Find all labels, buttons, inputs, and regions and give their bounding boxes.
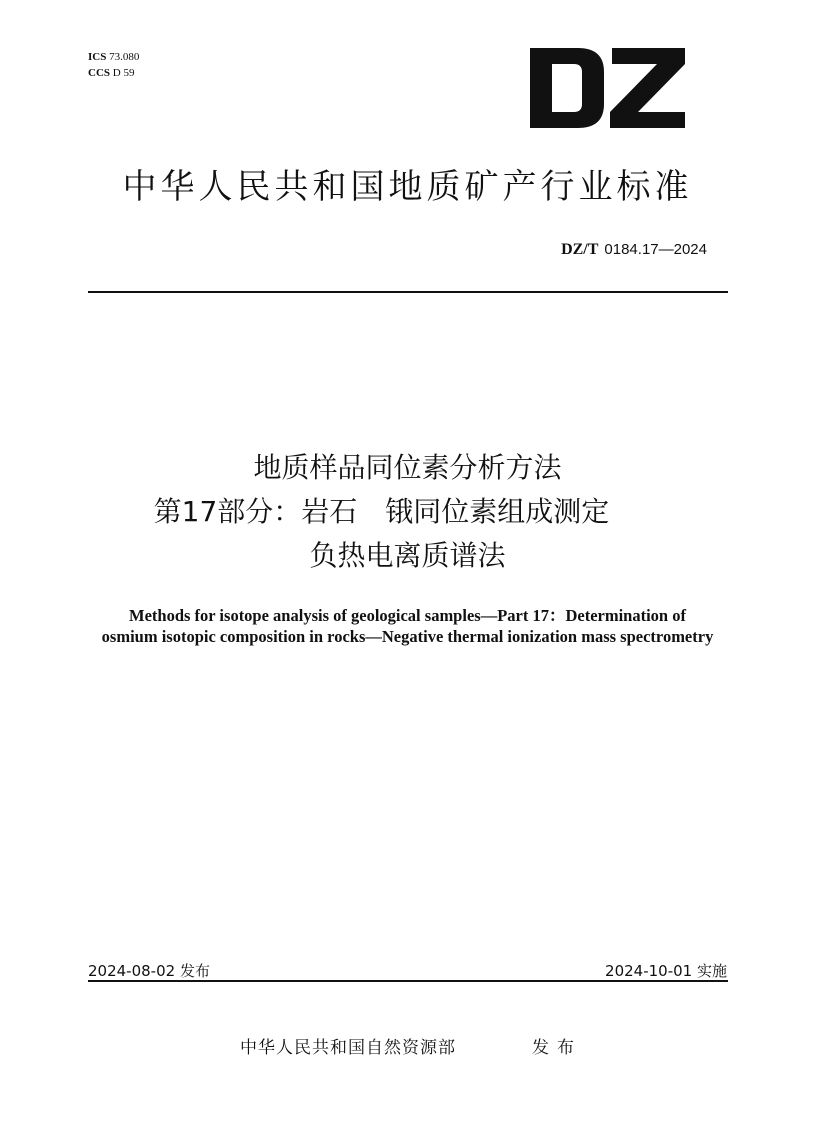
ics-code: ICS 73.080 [88, 51, 140, 63]
title-cn-line1: 地质样品同位素分析方法 [253, 451, 562, 484]
top-divider [88, 291, 728, 293]
ccs-code: CCS D 59 [88, 67, 135, 79]
classification-codes [88, 49, 139, 81]
standard-number-value: 0184.17—2024 [604, 241, 707, 258]
standard-number-prefix: DZ/T [561, 241, 599, 258]
dz-logo [530, 48, 686, 128]
issue-word: 发布 [532, 1038, 582, 1058]
issuing-authority: 中华人民共和国自然资源部 [240, 1038, 456, 1058]
title-en-line2: osmium isotopic composition in rocks—Negative thermal ionization mass spectrometry [101, 627, 714, 646]
publish-date: 2024-08-02 发布 [88, 962, 210, 980]
standard-type-title: 中华人民共和国地质矿产行业标准 [122, 167, 693, 207]
standard-number [561, 240, 707, 259]
title-en-line1: Methods for isotope analysis of geological samples—Part 17：Determination of [129, 606, 686, 625]
implement-date: 2024-10-01 实施 [605, 962, 727, 980]
title-cn-line2: 第17部分：岩石 锇同位素组成测定 [153, 495, 610, 528]
bottom-divider [88, 980, 728, 982]
title-cn-line3: 负热电离质谱法 [309, 539, 506, 572]
